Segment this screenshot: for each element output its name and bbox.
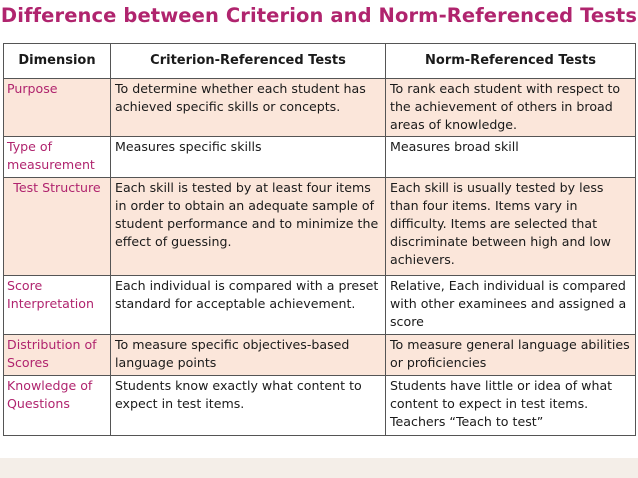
comparison-table (3, 43, 636, 436)
row-criterion: Measures specific skills (111, 137, 386, 178)
row-norm: Relative, Each individual is compared with other examinees and assigned a score (386, 276, 636, 335)
row-dimension: Test Structure (4, 178, 111, 276)
row-norm: Each skill is usually tested by less than four items. Items vary in difficulty. Items are selected that discriminate between high and low achievers. (386, 178, 636, 276)
header-criterion: Criterion-Referenced Tests (111, 44, 386, 79)
table-row (4, 178, 636, 276)
table-row (4, 79, 636, 137)
table-row (4, 376, 636, 436)
row-dimension: Knowledge of Questions (4, 376, 111, 436)
row-dimension: Distribution of Scores (4, 335, 111, 376)
header-dimension: Dimension (4, 44, 111, 79)
row-criterion: Each individual is compared with a preset standard for acceptable achievement. (111, 276, 386, 335)
row-criterion: To determine whether each student has achieved specific skills or concepts. (111, 79, 386, 137)
row-dimension: Type of measurement (4, 137, 111, 178)
row-norm: To measure general language abilities or proficiencies (386, 335, 636, 376)
row-norm: Students have little or idea of what content to expect in test items. Teachers “Teach to test” (386, 376, 636, 436)
row-criterion: Each skill is tested by at least four items in order to obtain an adequate sample of student performance and to minimize the effect of guessing. (111, 178, 386, 276)
table-row (4, 276, 636, 335)
row-norm: Measures broad skill (386, 137, 636, 178)
header-norm: Norm-Referenced Tests (386, 44, 636, 79)
table-header-row (4, 44, 636, 79)
table-row (4, 335, 636, 376)
row-criterion: To measure specific objectives-based language points (111, 335, 386, 376)
row-criterion: Students know exactly what content to expect in test items. (111, 376, 386, 436)
row-dimension: Score Interpretation (4, 276, 111, 335)
table-row (4, 137, 636, 178)
row-dimension: Purpose (4, 79, 111, 137)
page-title: Difference between Criterion and Norm-Referenced Tests (0, 4, 638, 27)
row-norm: To rank each student with respect to the achievement of others in broad areas of knowledge. (386, 79, 636, 137)
footer-band (0, 458, 638, 478)
